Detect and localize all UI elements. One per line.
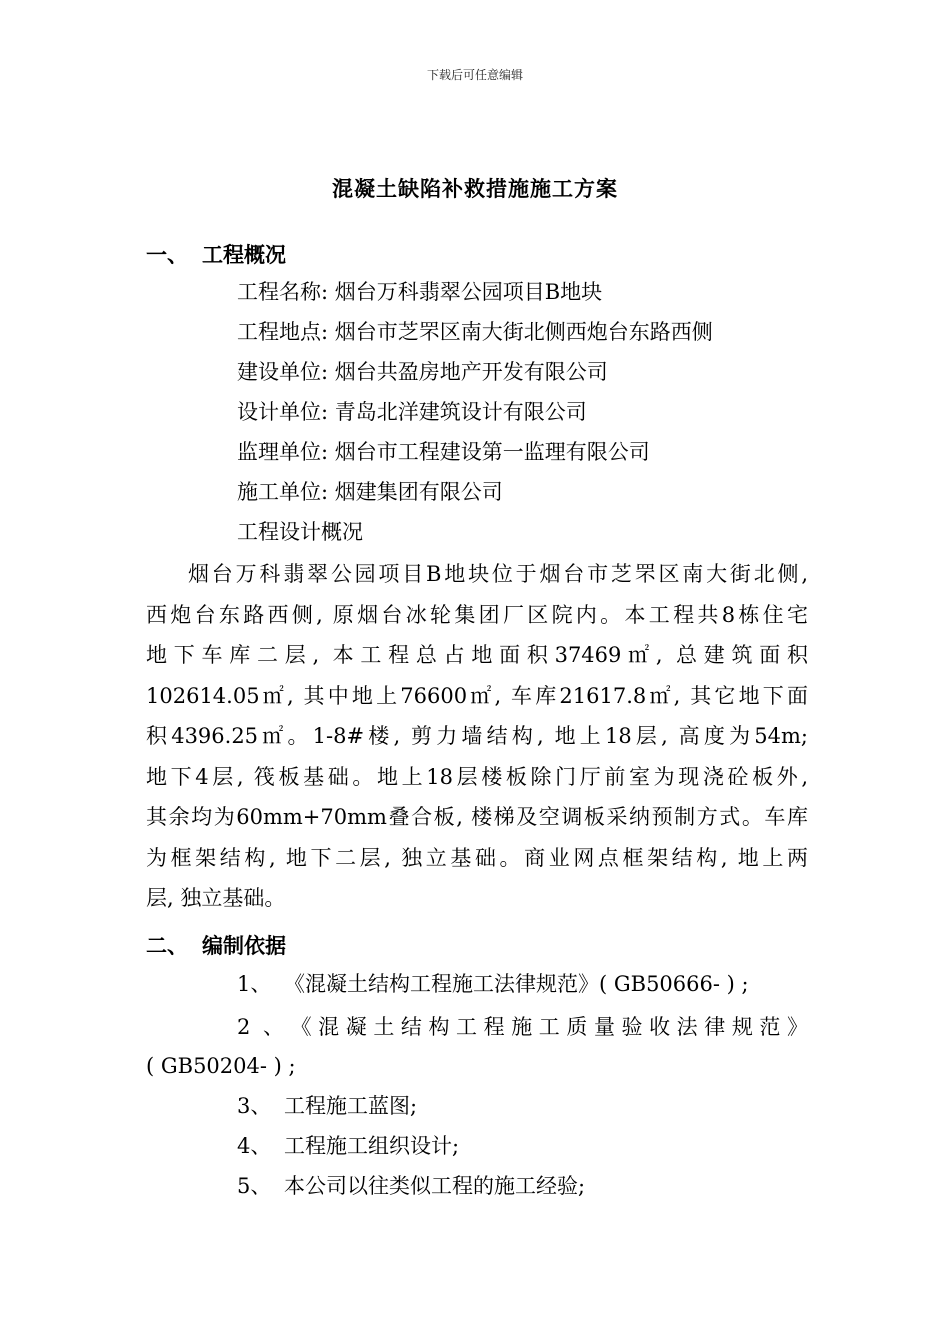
paragraph-line: 地下车库二层, 本工程总占地面积37469㎡, 总建筑面积 [146, 643, 808, 667]
paragraph-line: 层, 独立基础。 [146, 886, 286, 910]
section-2-title: 编制依据 [202, 934, 286, 958]
paragraph-line: 西炮台东路西侧, 原烟台冰轮集团厂区院内。本工程共8栋住宅 [146, 602, 808, 627]
paragraph-line: 积4396.25㎡。1-8#楼, 剪力墙结构, 地上18层, 高度为54m; [146, 724, 808, 748]
section-1-number: 一、 [146, 243, 188, 267]
paragraph-line: 为框架结构, 地下二层, 独立基础。商业网点框架结构, 地上两 [146, 845, 808, 870]
info-project-location: 工程地点: 烟台市芝罘区南大街北侧西炮台东路西侧 [237, 320, 713, 344]
info-developer: 建设单位: 烟台共盈房地产开发有限公司 [237, 360, 608, 384]
info-designer: 设计单位: 青岛北洋建筑设计有限公司 [237, 400, 587, 424]
info-project-name: 工程名称: 烟台万科翡翠公园项目B地块 [237, 280, 603, 304]
project-overview-paragraph [146, 554, 808, 919]
section-1-heading [146, 239, 286, 269]
basis-item-5 [237, 1171, 585, 1201]
document-title: 混凝土缺陷补救措施施工方案 [332, 177, 618, 201]
section-2-heading [146, 930, 286, 960]
basis-item-index: 3、 [237, 1094, 272, 1118]
section-1-title: 工程概况 [202, 243, 286, 267]
basis-item-index: 4、 [237, 1134, 272, 1158]
paragraph-line: 其余均为60mm+70mm叠合板, 楼梯及空调板采纳预制方式。车库 [146, 805, 808, 829]
info-supervisor: 监理单位: 烟台市工程建设第一监理有限公司 [237, 440, 650, 464]
basis-item-index: 2、 [237, 1015, 284, 1039]
basis-item-4 [237, 1131, 459, 1161]
basis-item-1 [237, 969, 749, 999]
basis-item-text: ( GB50204- ) ; [146, 1054, 296, 1078]
header-note: 下载后可任意编辑 [426, 68, 523, 82]
basis-item-text: 工程施工组织设计; [284, 1134, 460, 1158]
basis-item-2 [237, 1012, 808, 1042]
paragraph-line: 烟台万科翡翠公园项目B地块位于烟台市芝罘区南大街北侧, [188, 562, 808, 586]
basis-item-3 [237, 1091, 417, 1121]
basis-item-text: 《混凝土结构工程施工质量验收法律规范》 [284, 1015, 808, 1039]
paragraph-line: 102614.05㎡, 其中地上76600㎡, 车库21617.8㎡, 其它地下面 [146, 683, 808, 708]
basis-item-2-continuation [146, 1051, 296, 1081]
info-design-overview-label: 工程设计概况 [237, 520, 363, 544]
basis-item-text: 《混凝土结构工程施工法律规范》( GB50666- ) ; [284, 972, 749, 996]
basis-item-index: 1、 [237, 972, 272, 996]
basis-item-text: 工程施工蓝图; [284, 1094, 418, 1118]
basis-item-index: 5、 [237, 1174, 272, 1198]
paragraph-line: 地下4层, 筏板基础。地上18层楼板除门厅前室为现浇砼板外, [146, 764, 808, 789]
section-2-number: 二、 [146, 934, 188, 958]
info-contractor: 施工单位: 烟建集团有限公司 [237, 480, 503, 504]
basis-item-text: 本公司以往类似工程的施工经验; [284, 1174, 586, 1198]
